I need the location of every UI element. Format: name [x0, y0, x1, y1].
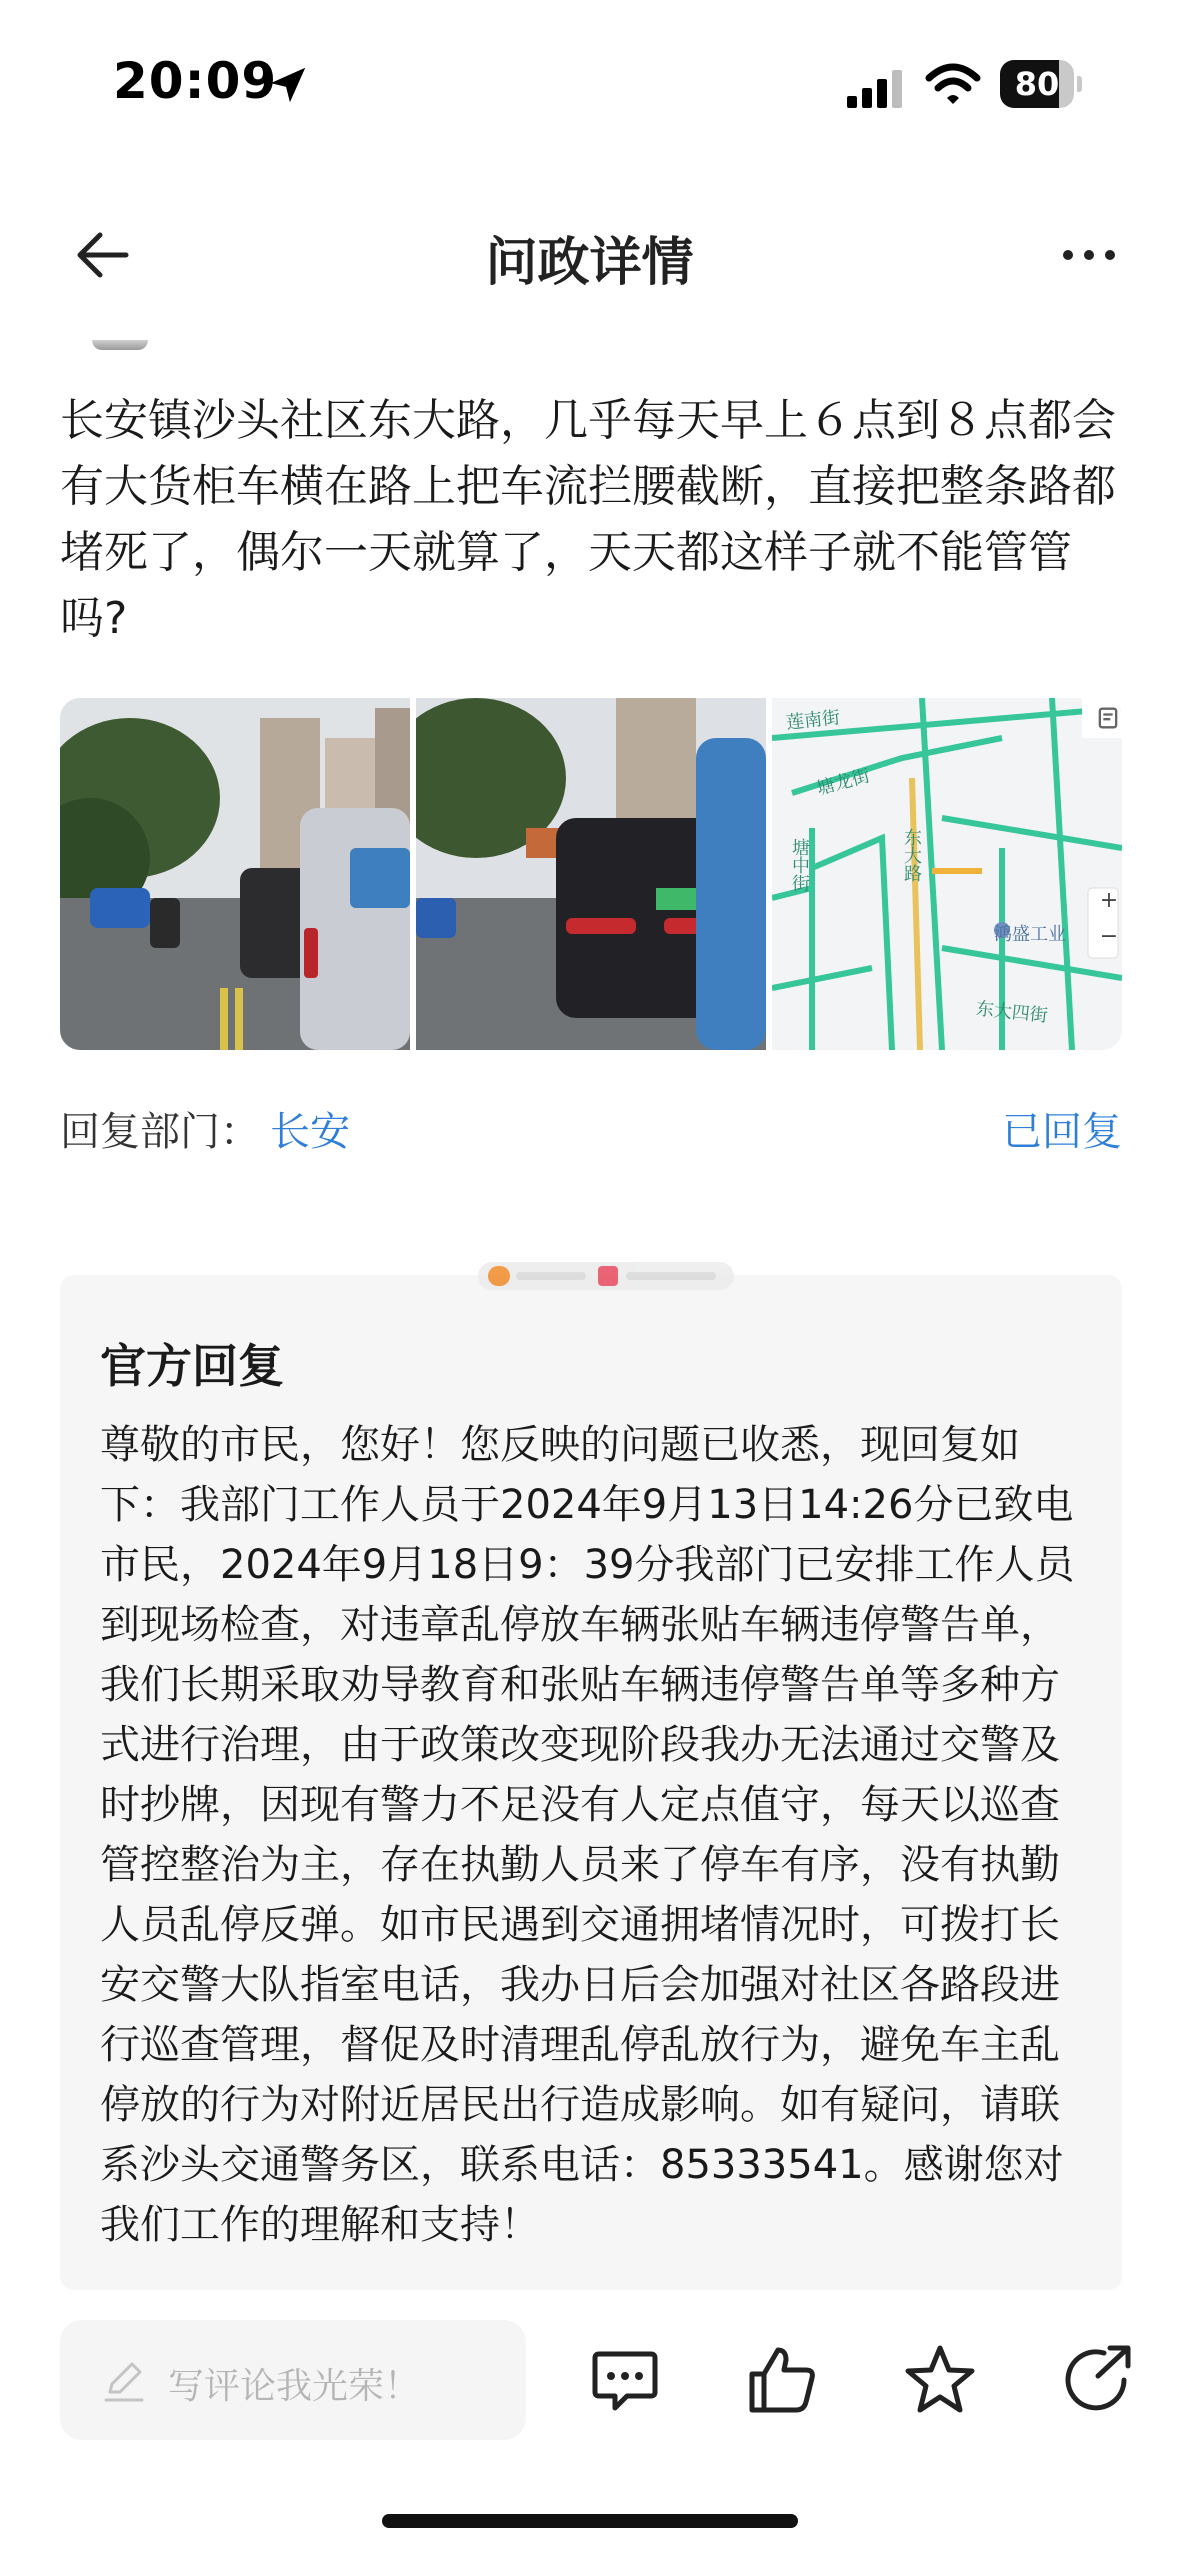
- home-indicator[interactable]: [382, 2514, 798, 2528]
- back-arrow-icon[interactable]: [70, 222, 136, 288]
- map-zoom-in[interactable]: +: [1099, 888, 1119, 913]
- map-label-road-3: 塘中街: [789, 838, 810, 892]
- photo-thumbnail-2[interactable]: [416, 698, 766, 1050]
- map-zoom-out[interactable]: −: [1099, 924, 1119, 949]
- map-label-road-2: 塘龙街: [814, 765, 873, 800]
- photo-thumbnail-1[interactable]: [60, 698, 410, 1050]
- question-text: 长安镇沙头社区东大路，几乎每天早上６点到８点都会有大货柜车横在路上把车流拦腰截断，直接把整条路都堵死了，偶尔一天就算了，天天都这样子就不能管管吗?: [60, 395, 1116, 644]
- comment-placeholder: 写评论我光荣！: [168, 2366, 421, 2407]
- pencil-icon: [100, 2356, 148, 2404]
- comment-icon[interactable]: [585, 2340, 665, 2420]
- status-bar: [0, 0, 1179, 170]
- battery-level: 80: [1014, 65, 1060, 103]
- traffic-photo-image: [416, 698, 766, 1050]
- page-title: 问政详情: [485, 233, 694, 293]
- favorite-icon[interactable]: [900, 2340, 980, 2420]
- reply-department-label: 回复部门：: [60, 1109, 260, 1155]
- official-reply-body: 尊敬的市民，您好！您反映的问题已收悉，现回复如下：我部门工作人员于2024年9月13日14:26分已致电市民，2024年9月18日9：39分我部门已安排工作人员到现场检查，对违章乱停放车辆张贴车辆违停警告单，我们长期采取劝导教育和张贴车辆违停警告单等多种方式进行治理，由于政策改变现阶段我办无法通过交警及时抄牌，因现有警力不足没有人定点值守，每天以巡查管控整治为主，存在执勤人员来了停车有序，没有执勤人员乱停反弹。如市民遇到交通拥堵情况时，可拨打长安交警大队指室电话，我办日后会加强对社区各路段进行巡查管理，督促及时清理乱停乱放行为，避免车主乱停放的行为对附近居民出行造成影响。如有疑问，请联系沙头交通警务区，联系电话：85333541。感谢您对我们工作的理解和支持！: [100, 1422, 1075, 2248]
- map-image: [772, 698, 1122, 1050]
- cellular-signal-icon: [845, 68, 905, 108]
- official-reply-card: [60, 1275, 1122, 2290]
- reply-status: 已回复: [1002, 1109, 1122, 1155]
- map-label-road-5: 东大四街: [974, 998, 1049, 1027]
- image-grid: [60, 698, 1122, 1050]
- map-label-poi: 鸿盛工业: [994, 924, 1066, 945]
- comment-input[interactable]: [60, 2320, 526, 2440]
- official-reply-title: 官方回复: [100, 1339, 284, 1393]
- battery-icon: [1000, 60, 1082, 108]
- location-arrow-icon: [265, 62, 311, 108]
- map-thumbnail[interactable]: [772, 698, 1122, 1050]
- street-photo-image: [60, 698, 410, 1050]
- wifi-icon: [925, 62, 981, 108]
- map-label-road-1: 莲南街: [785, 707, 842, 734]
- map-label-road-4: 东大路: [901, 828, 922, 882]
- more-icon[interactable]: [1056, 222, 1122, 288]
- nav-bar: [0, 200, 1179, 310]
- status-time: 20:09: [113, 52, 278, 110]
- watermark-logo: [478, 1262, 734, 1290]
- like-icon[interactable]: [742, 2340, 822, 2420]
- avatar: [92, 340, 148, 350]
- reply-department-link[interactable]: 长安: [270, 1109, 350, 1155]
- share-icon[interactable]: [1058, 2340, 1138, 2420]
- reply-meta: [60, 1100, 1122, 1160]
